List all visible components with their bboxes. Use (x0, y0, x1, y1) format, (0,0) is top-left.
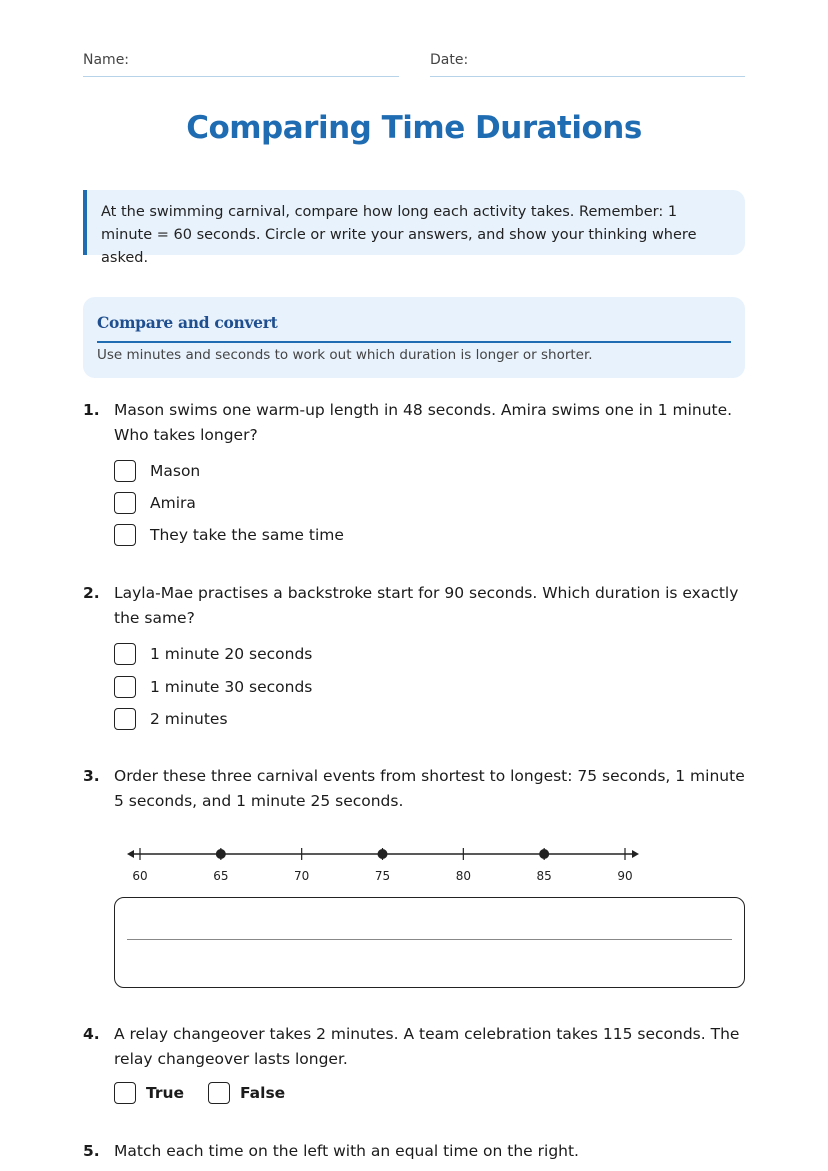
option-label: Mason (150, 462, 201, 480)
checkbox[interactable] (114, 676, 136, 698)
option-label: 2 minutes (150, 710, 228, 728)
checkbox[interactable] (114, 643, 136, 665)
tick-label: 65 (213, 869, 229, 883)
question-2 (83, 581, 753, 741)
checkbox[interactable] (114, 708, 136, 730)
number-line-point (539, 849, 549, 859)
right-arrow-icon (632, 850, 639, 858)
question-number: 1. (83, 401, 100, 419)
date-field[interactable] (430, 52, 745, 77)
tick-label: 80 (455, 869, 471, 883)
date-label: Date: (430, 52, 469, 68)
number-line (113, 840, 653, 890)
section-header (83, 297, 745, 378)
section-title: Compare and convert (97, 313, 731, 343)
question-4 (83, 1022, 753, 1112)
question-number: 5. (83, 1142, 100, 1160)
name-field[interactable] (83, 52, 399, 77)
checkbox[interactable] (208, 1082, 230, 1104)
left-arrow-icon (127, 850, 134, 858)
page-title: Comparing Time Durations (186, 110, 642, 146)
tick-label: 75 (374, 869, 391, 883)
option-label: 1 minute 30 seconds (150, 678, 313, 696)
tick-label: 85 (536, 869, 552, 883)
checkbox[interactable] (114, 1082, 136, 1104)
question-text: Layla-Mae practises a backstroke start for 90 seconds. Which duration is exactly the same? (114, 584, 739, 627)
option-label: Amira (150, 494, 196, 512)
answer-line (127, 939, 732, 940)
question-number: 4. (83, 1025, 100, 1043)
tick-label: 70 (294, 869, 310, 883)
answer-box[interactable] (114, 897, 745, 988)
question-number: 2. (83, 584, 100, 602)
section-subtitle: Use minutes and seconds to work out which duration is longer or shorter. (97, 347, 593, 363)
checkbox[interactable] (114, 460, 136, 482)
question-text: A relay changeover takes 2 minutes. A team celebration takes 115 seconds. The relay changeover lasts longer. (114, 1025, 740, 1068)
checkbox[interactable] (114, 524, 136, 546)
intro-callout: At the swimming carnival, compare how long each activity takes. Remember: 1 minute = 60 seconds. Circle or write your answers, and show your thinking where asked. (83, 190, 745, 255)
question-5 (83, 1139, 753, 1165)
question-text: Mason swims one warm-up length in 48 seconds. Amira swims one in 1 minute. Who takes longer? (114, 401, 733, 444)
tick-label: 60 (132, 869, 148, 883)
option-label: 1 minute 20 seconds (150, 645, 313, 663)
name-label: Name: (83, 52, 130, 68)
number-line-point (378, 849, 388, 859)
question-text: Match each time on the left with an equal time on the right. (114, 1142, 579, 1160)
question-number: 3. (83, 767, 100, 785)
option-label: True (146, 1084, 185, 1102)
question-3 (83, 764, 753, 820)
option-label: They take the same time (150, 526, 344, 544)
option-label: False (240, 1084, 286, 1102)
question-text: Order these three carnival events from shortest to longest: 75 seconds, 1 minute 5 seconds, and 1 minute 25 seconds. (114, 767, 745, 810)
question-1 (83, 398, 753, 558)
tick-label: 90 (617, 869, 633, 883)
number-line-point (216, 849, 226, 859)
checkbox[interactable] (114, 492, 136, 514)
